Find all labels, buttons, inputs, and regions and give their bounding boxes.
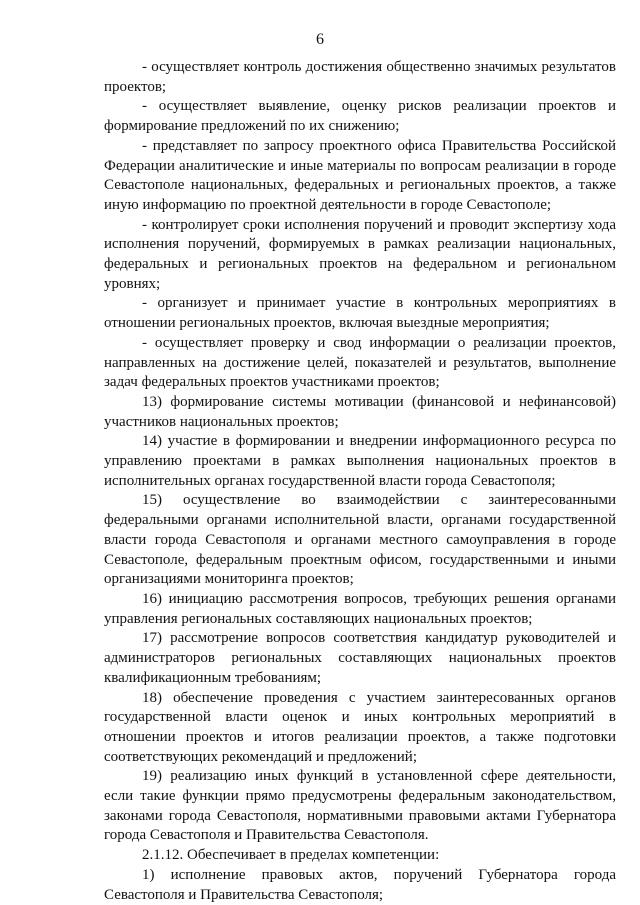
paragraph: - представляет по запросу проектного офиса Правительства Российской Федерации аналитические и иные материалы по вопросам реализации в городе Севастополе национальных, федеральных и региональных проектов, а также иную информацию по проектной деятельности в городе Севастополе; [104,137,616,213]
paragraph: 13) формирование системы мотивации (финансовой и нефинансовой) участников национальных проектов; [104,393,616,430]
paragraph: 18) обеспечение проведения с участием заинтересованных органов государственной власти оценок и иных контрольных мероприятий в отношении проектов и итогов реализации проектов, а также подготовки соответствующих рекомендаций и предложений; [104,689,616,765]
paragraph: - организует и принимает участие в контрольных мероприятиях в отношении региональных проектов, включая выездные мероприятия; [104,295,616,332]
paragraph: 15) осуществление во взаимодействии с заинтересованными федеральными органами исполнительной власти, органами государственной власти города Севастополя и органами местного самоуправления в городе Севастополе, федеральным проектным офисом, государственными и иными организациями мониторинга проектов; [104,492,616,588]
paragraph: 2.1.12. Обеспечивает в пределах компетенции: [142,847,440,864]
paragraph: - осуществляет выявление, оценку рисков реализации проектов и формирование предложений по их снижению; [104,98,616,135]
paragraph: 1) исполнение правовых актов, поручений Губернатора города Севастополя и Правительства Севастополя; [104,866,616,903]
page-number: 6 [316,31,324,48]
document-body [104,58,616,905]
paragraph: 14) участие в формировании и внедрении информационного ресурса по управлению проектами в рамках выполнения национальных проектов в исполнительных органах государственной власти города Севастополя; [104,433,616,489]
paragraph: 17) рассмотрение вопросов соответствия кандидатур руководителей и администраторов региональных составляющих национальных проектов квалификационным требованиям; [104,630,616,686]
paragraph: 16) инициацию рассмотрения вопросов, требующих решения органами управления региональных составляющих национальных проектов; [104,590,616,627]
paragraph: - осуществляет контроль достижения общественно значимых результатов проектов; [104,59,616,95]
paragraph: - контролирует сроки исполнения поручений и проводит экспертизу хода исполнения поручений, формируемых в рамках реализации национальных, федеральных и региональных проектов на федеральном и региональном уровнях; [104,216,616,292]
paragraph: - осуществляет проверку и свод информации о реализации проектов, направленных на достижение целей, показателей и результатов, выполнение задач федеральных проектов участниками проектов; [104,334,616,391]
paragraph: 19) реализацию иных функций в установленной сфере деятельности, если такие функции прямо предусмотрены федеральным законодательством, законами города Севастополя, нормативными правовыми актами Губернатора города Севастополя и Правительства Севастополя. [104,768,616,844]
